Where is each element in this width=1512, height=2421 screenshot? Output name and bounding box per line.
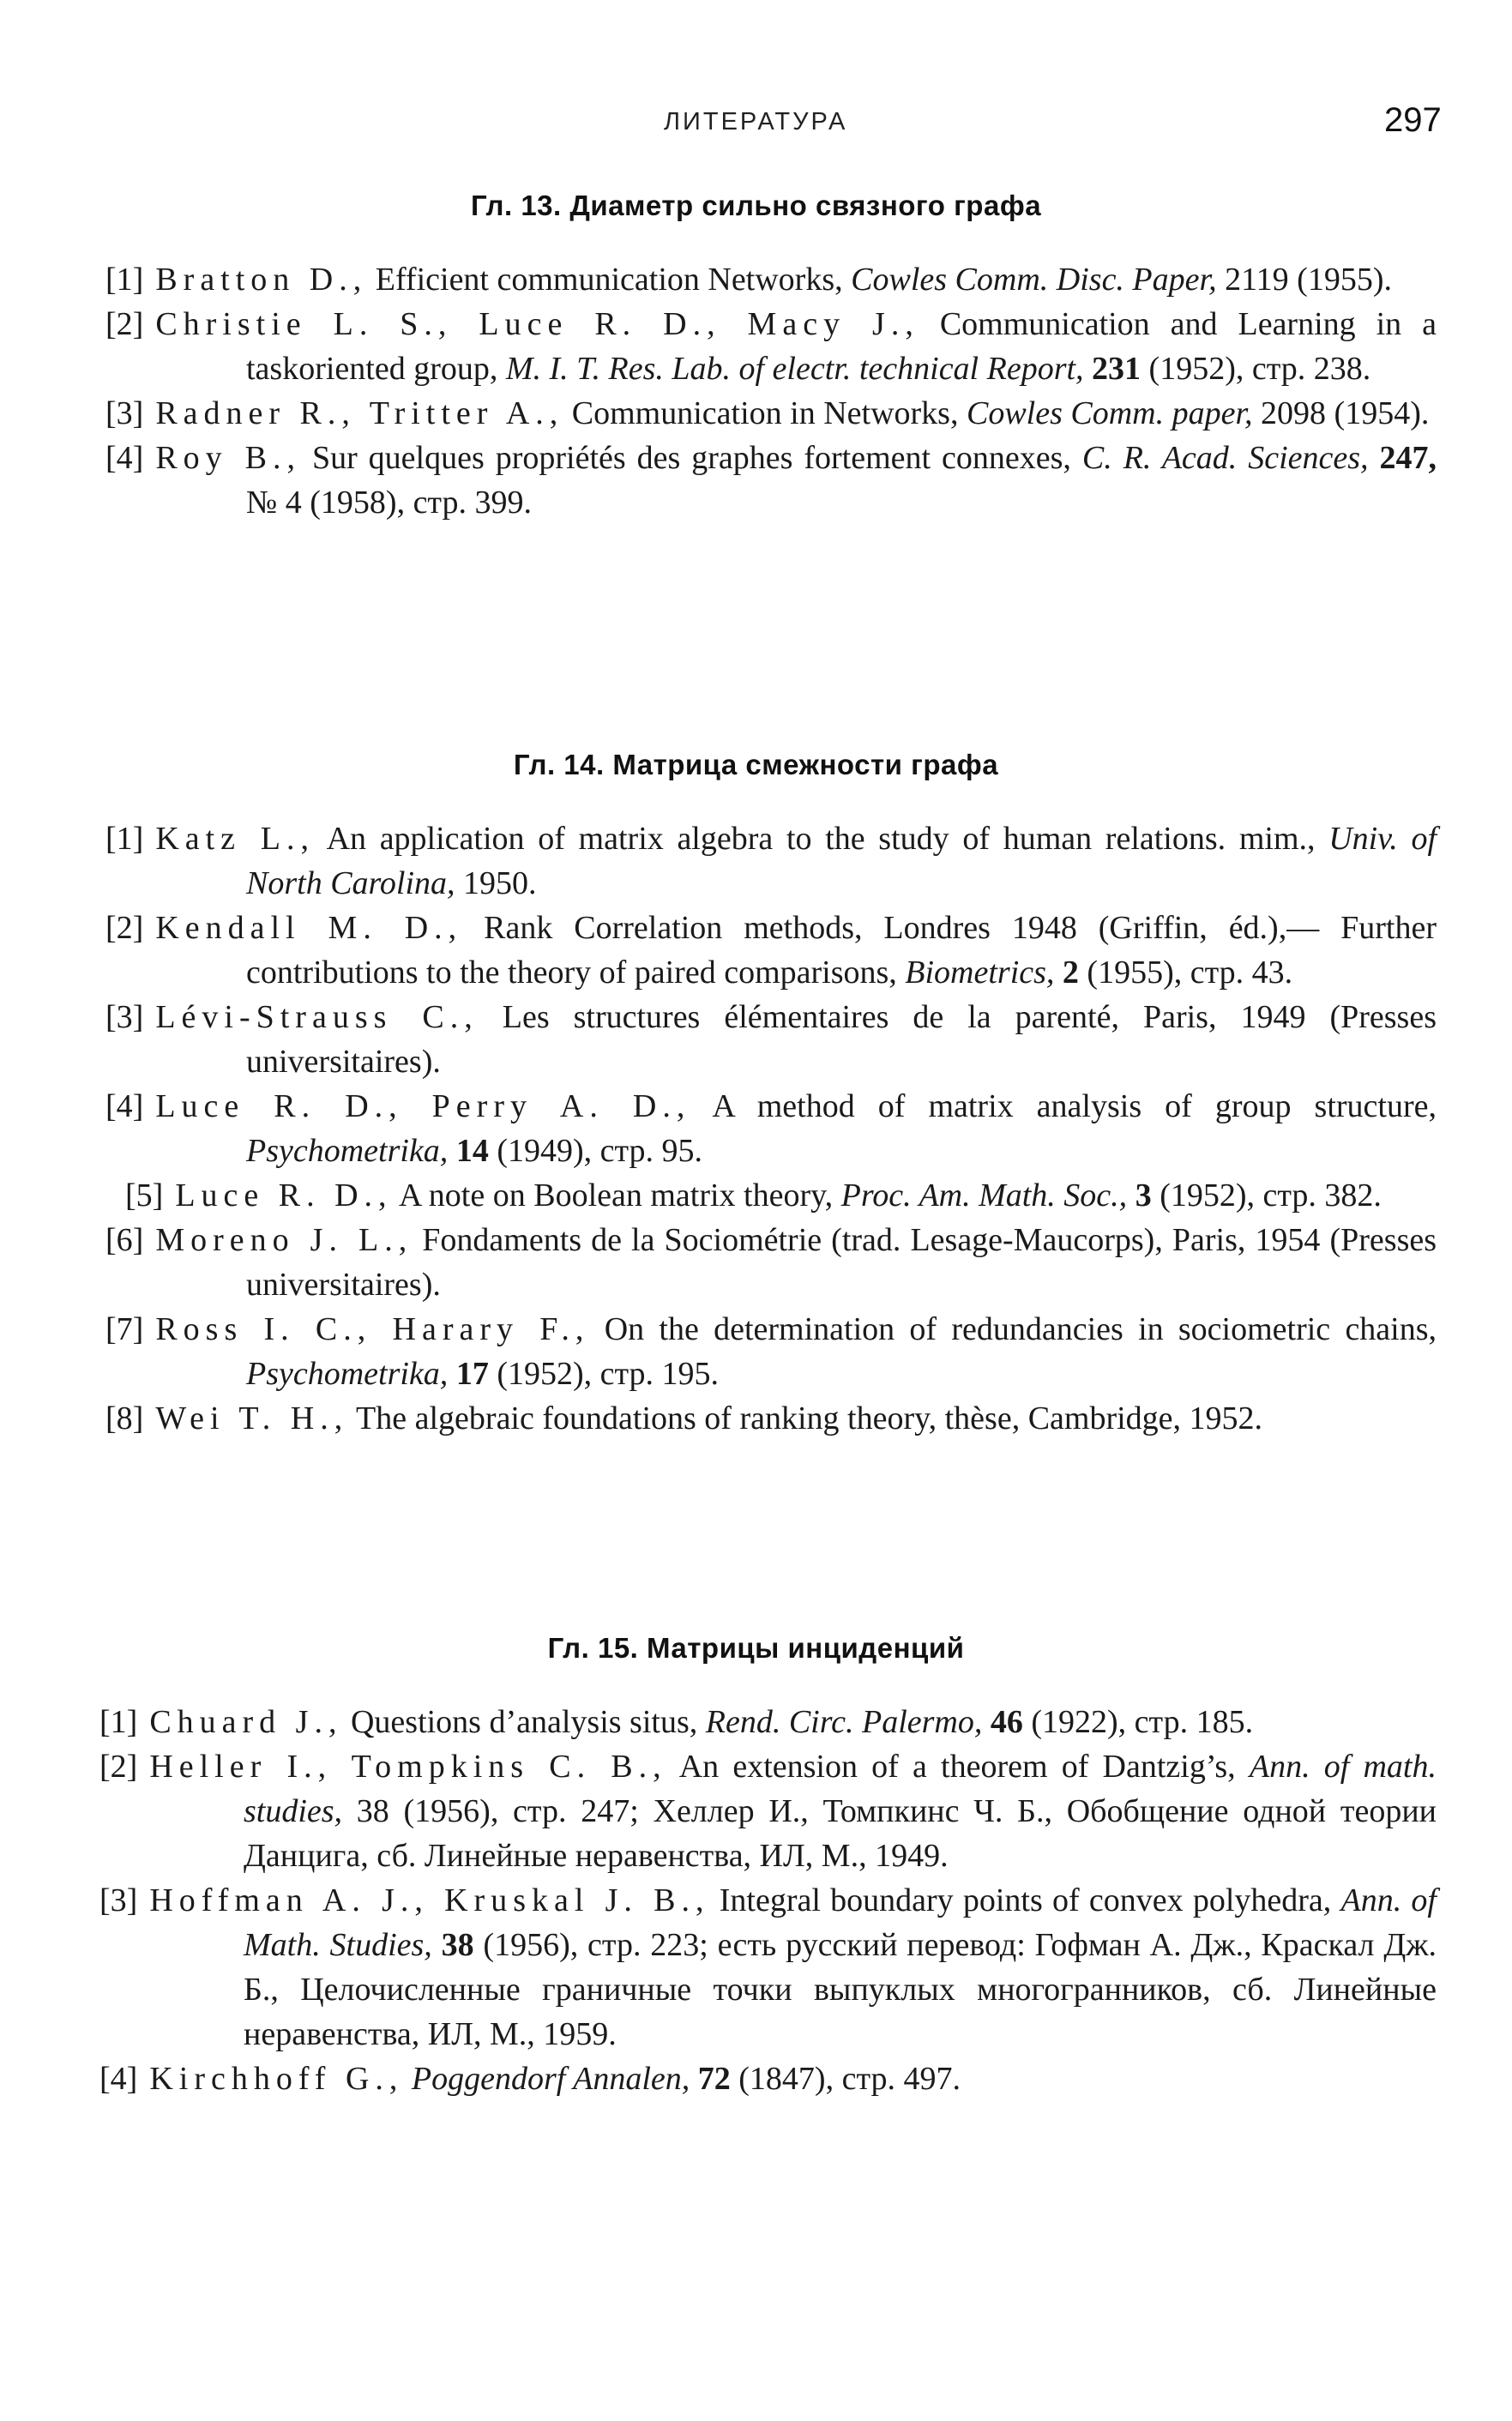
ref-author: Bratton D.,: [155, 262, 368, 298]
reference-entry: [0, 1744, 1512, 1878]
ref-tail: № 4 (1958), стр. 399.: [246, 485, 533, 521]
ref-author: Katz L.,: [155, 821, 315, 857]
section-heading: Гл. 13. Диаметр сильно связного графа: [470, 190, 1042, 221]
ref-tail: (1955), стр. 43.: [1078, 955, 1293, 991]
reference-entry: [0, 906, 1512, 995]
ref-number: [6]: [105, 1222, 144, 1258]
ref-text: Fondaments de la Sociométrie (trad. Lesage-Maucorps), Paris, 1954 (Presses universitaires).: [246, 1222, 1437, 1303]
ref-author: Chuard J.,: [149, 1704, 343, 1740]
ref-tail: (1922), стр. 185.: [1022, 1704, 1254, 1740]
ref-tail: 2098 (1954).: [1252, 395, 1430, 431]
section-heading: Гл. 14. Матрица смежности графа: [513, 749, 999, 780]
ref-number: [1]: [99, 1704, 138, 1740]
ref-text: Integral boundary points of convex polyhedra,: [719, 1882, 1341, 1918]
ref-number: [3]: [105, 395, 144, 431]
ref-author: Luce R. D., Perry A. D.,: [155, 1088, 691, 1124]
ref-number: [8]: [105, 1400, 144, 1436]
ref-tail: 2119 (1955).: [1216, 262, 1392, 298]
ref-author: Radner R., Tritter A.,: [155, 395, 564, 431]
reference-entry: [0, 436, 1512, 525]
ref-journal: Univ. of North Carolina,: [246, 821, 1437, 901]
ref-text: The algebraic foundations of ranking theory, thèse, Cambridge, 1952.: [356, 1400, 1263, 1436]
ref-text: Communication and Learning in a taskoriented group,: [246, 306, 1437, 387]
ref-journal: C. R. Acad. Sciences,: [1081, 440, 1369, 476]
reference-entry: [0, 2057, 1512, 2101]
ref-number: [2]: [105, 306, 144, 342]
ref-author: Moreno J. L.,: [155, 1222, 413, 1258]
ref-text: On the determination of redundancies in sociometric chains,: [604, 1311, 1437, 1347]
ref-text: Rank Correlation methods, Londres 1948 (Griffin, éd.),— Further contributions to the theory of paired comparisons,: [246, 910, 1437, 991]
running-title: ЛИТЕРАТУРА: [664, 108, 848, 136]
section-heading: Гл. 15. Матрицы инциденций: [547, 1632, 965, 1664]
section-ch14: [0, 739, 1512, 1441]
ref-number: [4]: [99, 2061, 138, 2097]
ref-journal: Cowles Comm. paper,: [966, 395, 1253, 431]
ref-author: Heller I., Tompkins C. B.,: [149, 1749, 667, 1785]
ref-volume: 38: [431, 1927, 474, 1963]
ref-text: An application of matrix algebra to the study of human relations. mim.,: [326, 821, 1329, 857]
ref-author: Lévi-Strauss C.,: [155, 999, 479, 1035]
ref-text: Communication in Networks,: [571, 395, 967, 431]
ref-journal: Ann. of math. studies,: [244, 1749, 1437, 1829]
ref-author: Kirchhoff G.,: [149, 2061, 404, 2097]
ref-journal: Rend. Circ. Palermo,: [705, 1704, 983, 1740]
ref-journal: Psychometrika,: [246, 1133, 449, 1169]
ref-tail: (1847), стр. 497.: [730, 2061, 961, 2097]
ref-volume: 46: [982, 1704, 1023, 1740]
ref-number: [1]: [105, 262, 144, 298]
ref-author: Christie L. S., Luce R. D., Macy J.,: [155, 306, 919, 342]
reference-entry: [0, 391, 1512, 436]
ref-volume: 2: [1054, 955, 1079, 991]
reference-entry: [0, 1700, 1512, 1744]
reference-entry: [0, 1878, 1512, 2057]
ref-text: Efficient communication Networks,: [375, 262, 852, 298]
ref-tail: (1952), стр. 195.: [488, 1356, 720, 1392]
page-number: 297: [1384, 101, 1442, 139]
ref-tail: (1952), стр. 382.: [1151, 1177, 1382, 1214]
reference-entry: [0, 257, 1512, 302]
ref-text: A note on Boolean matrix theory,: [398, 1177, 841, 1214]
ref-journal: Cowles Comm. Disc. Paper,: [851, 262, 1217, 298]
ref-journal: Biometrics,: [905, 955, 1055, 991]
ref-number: [3]: [105, 999, 144, 1035]
ref-tail: (1956), стр. 223; есть русский перевод: Гофман А. Дж., Краскал Дж. Б., Целочисленные граничные точки выпуклых многогранников, сб. Линейные неравенства, ИЛ, М., 1959.: [244, 1927, 1437, 2052]
ref-volume: 247,: [1368, 440, 1437, 476]
ref-number: [4]: [105, 1088, 144, 1124]
ref-volume: 72: [690, 2061, 731, 2097]
ref-tail: 1950.: [455, 865, 537, 901]
running-head: [0, 101, 1512, 153]
ref-journal: Ann. of Math. Studies,: [244, 1882, 1437, 1963]
ref-author: Wei T. H.,: [155, 1400, 349, 1436]
ref-number: [4]: [105, 440, 144, 476]
ref-journal: M. I. T. Res. Lab. of electr. technical Report,: [505, 351, 1084, 387]
ref-journal: Proc. Am. Math. Soc.,: [840, 1177, 1128, 1214]
reference-entry: [0, 995, 1512, 1084]
ref-author: Roy B.,: [155, 440, 301, 476]
ref-volume: 17: [448, 1356, 489, 1392]
ref-text: A method of matrix analysis of group structure,: [712, 1088, 1437, 1124]
reference-entry: [0, 1307, 1512, 1396]
ref-number: [2]: [105, 910, 144, 946]
ref-author: Kendall M. D.,: [155, 910, 463, 946]
ref-text: An extension of a theorem of Dantzig’s,: [678, 1749, 1250, 1785]
ref-number: [5]: [125, 1177, 164, 1214]
reference-entry: [0, 816, 1512, 906]
ref-tail: (1952), стр. 238.: [1141, 351, 1371, 387]
ref-author: Hoffman A. J., Kruskal J. B.,: [149, 1882, 710, 1918]
reference-entry: [0, 302, 1512, 391]
ref-journal: Psychometrika,: [246, 1356, 449, 1392]
section-ch13: [0, 180, 1512, 525]
ref-volume: 14: [448, 1133, 489, 1169]
ref-volume: 3: [1127, 1177, 1152, 1214]
ref-text: Questions d’analysis situs,: [350, 1704, 706, 1740]
reference-entry: [0, 1084, 1512, 1173]
ref-number: [3]: [99, 1882, 138, 1918]
ref-volume: 231: [1083, 351, 1142, 387]
ref-number: [7]: [105, 1311, 144, 1347]
section-ch15: [0, 1623, 1512, 2101]
ref-author: Luce R. D.,: [175, 1177, 393, 1214]
ref-text: Les structures élémentaires de la parenté, Paris, 1949 (Presses universitaires).: [246, 999, 1437, 1080]
ref-journal: Poggendorf Annalen,: [411, 2061, 690, 2097]
ref-number: [2]: [99, 1749, 138, 1785]
ref-tail: 38 (1956), стр. 247; Хеллер И., Томпкинс Ч. Б., Обобщение одной теории Данцига, сб. Линейные неравенства, ИЛ, М., 1949.: [244, 1793, 1437, 1874]
ref-author: Ross I. C., Harary F.,: [155, 1311, 590, 1347]
reference-entry: [0, 1396, 1512, 1441]
reference-entry: [0, 1218, 1512, 1307]
reference-entry: [0, 1173, 1512, 1218]
ref-number: [1]: [105, 821, 144, 857]
ref-tail: (1949), стр. 95.: [488, 1133, 703, 1169]
ref-text: Sur quelques propriétés des graphes fortement connexes,: [311, 440, 1082, 476]
